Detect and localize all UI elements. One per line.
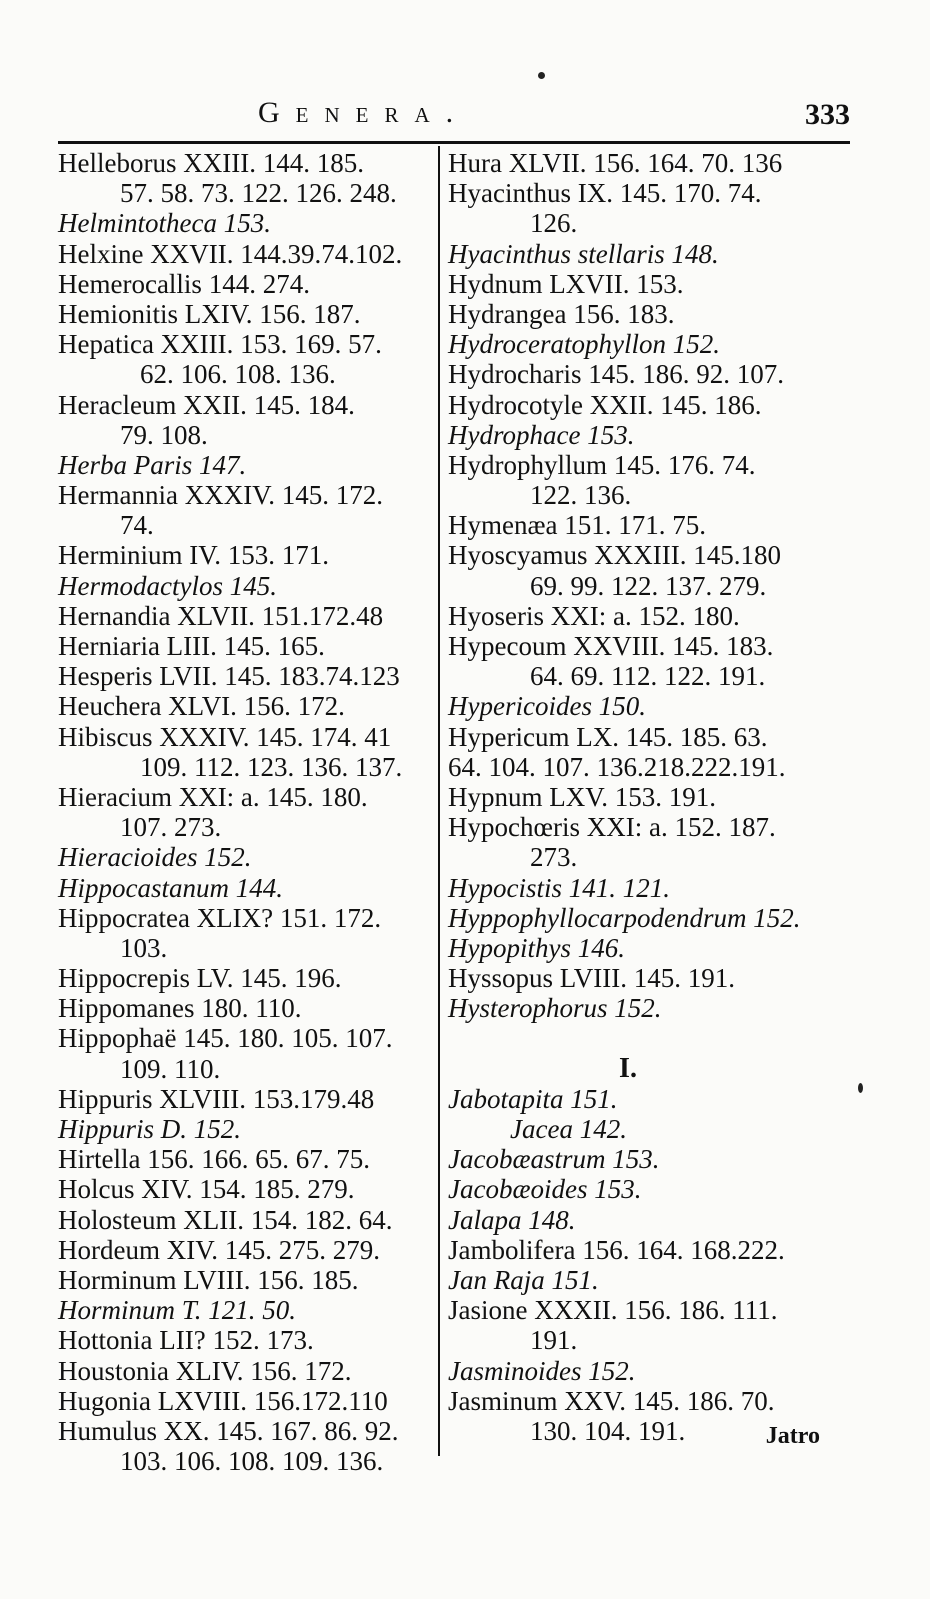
index-entry: Houstonia XLIV. 156. 172. xyxy=(58,1355,352,1386)
index-entry: Hugonia LXVIII. 156.172.110 xyxy=(58,1385,388,1416)
index-entry: 103. 106. 108. 109. 136. xyxy=(120,1446,384,1477)
index-entry: Hyssopus LVIII. 145. 191. xyxy=(448,963,736,994)
index-entry: Hyoseris XXI: a. 152. 180. xyxy=(448,600,740,631)
index-entry: Herminium IV. 153. 171. xyxy=(58,540,329,571)
index-entry: Hesperis LVII. 145. 183.74.123 xyxy=(58,661,400,692)
index-entry: Jacea 142. xyxy=(510,1114,627,1144)
index-entry: 79. 108. xyxy=(120,419,208,450)
index-entry: Hydrocotyle XXII. 145. 186. xyxy=(448,389,762,420)
index-entry: Jasminum XXV. 145. 186. 70. xyxy=(448,1385,775,1416)
header-rule xyxy=(58,141,850,144)
index-entry: Hyacinthus stellaris 148. xyxy=(448,238,719,269)
index-entry: Hippocratea XLIX? 151. 172. xyxy=(58,902,382,933)
index-entry: Hernandia XLVII. 151.172.48 xyxy=(58,600,384,631)
index-entry: 122. 136. xyxy=(530,480,632,511)
index-entry: Herba Paris 147. xyxy=(58,449,247,480)
index-entry: Jasminoides 152. xyxy=(448,1355,636,1386)
index-entry: 109. 112. 123. 136. 137. xyxy=(140,751,403,782)
column-divider xyxy=(438,146,440,1456)
index-entry: Hyacinthus IX. 145. 170. 74. xyxy=(448,178,762,209)
index-entry: Hordeum XIV. 145. 275. 279. xyxy=(58,1234,380,1265)
right-column xyxy=(448,148,848,1446)
index-entry: Hippocastanum 144. xyxy=(58,872,283,903)
index-entry: Horminum T. 121. 50. xyxy=(58,1295,297,1326)
index-entry: Hypochœris XXI: a. 152. 187. xyxy=(448,812,776,843)
index-entry: Heuchera XLVI. 156. 172. xyxy=(58,691,345,722)
index-entry: 64. 69. 112. 122. 191. xyxy=(530,661,766,692)
index-entry: 74. xyxy=(120,510,154,541)
index-entry: Hirtella 156. 166. 65. 67. 75. xyxy=(58,1144,370,1175)
catchword: Jatro xyxy=(765,1423,820,1449)
index-entry: 64. 104. 107. 136.218.222.191. xyxy=(448,751,786,782)
index-entry: Hypnum LXV. 153. 191. xyxy=(448,781,717,812)
index-entry: 103. xyxy=(120,932,168,963)
index-entry: 273. xyxy=(530,842,578,873)
index-entry: 109. 110. xyxy=(120,1053,221,1084)
index-entry: Jan Raja 151. xyxy=(448,1264,599,1295)
index-entry: 69. 99. 122. 137. 279. xyxy=(530,570,767,601)
index-entry: Jabotapita 151. xyxy=(448,1083,618,1114)
index-entry: 130. 104. 191. xyxy=(530,1415,686,1446)
index-entry: Jalapa 148. xyxy=(448,1204,576,1235)
index-entry: 126. xyxy=(530,208,578,239)
index-entry: Hymenæa 151. 171. 75. xyxy=(448,510,706,541)
index-entry: Hypecoum XXVIII. 145. 183. xyxy=(448,631,774,661)
index-entry: Hypocistis 141. 121. xyxy=(448,872,670,903)
page-number: 333 xyxy=(805,98,850,131)
index-entry: Hydrophyllum 145. 176. 74. xyxy=(448,449,756,480)
ink-speck xyxy=(858,1083,863,1093)
index-entry: Jasione XXXII. 156. 186. 111. xyxy=(448,1295,778,1326)
index-entry: Hypericoides 150. xyxy=(448,691,646,722)
index-entry: Hyppophyllocarpodendrum 152. xyxy=(448,902,801,933)
left-column xyxy=(58,148,434,1476)
running-header xyxy=(58,96,850,136)
index-entry: 191. xyxy=(530,1325,578,1356)
index-entry: Hippuris XLVIII. 153.179.48 xyxy=(58,1083,375,1114)
index-entry: Hypericum LX. 145. 185. 63. xyxy=(448,721,768,752)
index-entry: Holosteum XLII. 154. 182. 64. xyxy=(58,1204,393,1235)
index-entry: Hermannia XXXIV. 145. 172. xyxy=(58,480,383,511)
index-entry: Horminum LVIII. 156. 185. xyxy=(58,1264,359,1295)
index-entry: Hippuris D. 152. xyxy=(58,1114,242,1144)
index-entry: Holcus XIV. 154. 185. 279. xyxy=(58,1174,355,1205)
index-entry: Hysterophorus 152. xyxy=(448,993,662,1024)
index-entry: Helxine XXVII. 144.39.74.102. xyxy=(58,238,403,269)
index-entry: Jacobæastrum 153. xyxy=(448,1144,660,1175)
index-entry: Helmintotheca 153. xyxy=(58,208,271,239)
page-title: Genera. xyxy=(258,96,470,129)
index-entry: Hieracium XXI: a. 145. 180. xyxy=(58,781,368,812)
index-entry: 62. 106. 108. 136. xyxy=(140,359,336,390)
index-entry: Jambolifera 156. 164. 168.222. xyxy=(448,1234,785,1265)
ink-speck xyxy=(538,72,545,79)
spacer xyxy=(448,1023,848,1053)
index-entry: Herniaria LIII. 145. 165. xyxy=(58,631,325,661)
section-heading: I. xyxy=(619,1052,637,1084)
index-entry: Hemionitis LXIV. 156. 187. xyxy=(58,298,361,329)
index-entry: 107. 273. xyxy=(120,812,222,843)
index-entry: Hippomanes 180. 110. xyxy=(58,993,302,1024)
index-entry: Hibiscus XXXIV. 145. 174. 41 xyxy=(58,721,392,752)
index-entry: Humulus XX. 145. 167. 86. 92. xyxy=(58,1415,399,1446)
index-entry: Hepatica XXIII. 153. 169. 57. xyxy=(58,329,382,360)
index-entry: Hydnum LXVII. 153. xyxy=(448,268,684,299)
index-entry: Hieracioides 152. xyxy=(58,842,252,873)
index-entry: Hydrangea 156. 183. xyxy=(448,298,675,329)
index-entry: Hydroceratophyllon 152. xyxy=(448,329,720,360)
index-entry: Hypopithys 146. xyxy=(448,932,625,963)
index-entry: Hyoscyamus XXXIII. 145.180 xyxy=(448,540,781,571)
index-entry: Helleborus XXIII. 144. 185. xyxy=(58,148,364,178)
index-entry: Hottonia LII? 152. 173. xyxy=(58,1325,314,1356)
index-entry: Jacobæoides 153. xyxy=(448,1174,642,1205)
index-entry: Hippophaë 145. 180. 105. 107. xyxy=(58,1023,393,1054)
index-entry: Hippocrepis LV. 145. 196. xyxy=(58,963,342,994)
index-entry: Heracleum XXII. 145. 184. xyxy=(58,389,355,420)
index-entry: 57. 58. 73. 122. 126. 248. xyxy=(120,178,397,209)
index-entry: Hemerocallis 144. 274. xyxy=(58,268,310,299)
index-entry: Hermodactylos 145. xyxy=(58,570,277,601)
index-entry: Hydrophace 153. xyxy=(448,419,635,450)
index-entry: Hydrocharis 145. 186. 92. 107. xyxy=(448,359,784,390)
index-entry: Hura XLVII. 156. 164. 70. 136 xyxy=(448,148,783,178)
